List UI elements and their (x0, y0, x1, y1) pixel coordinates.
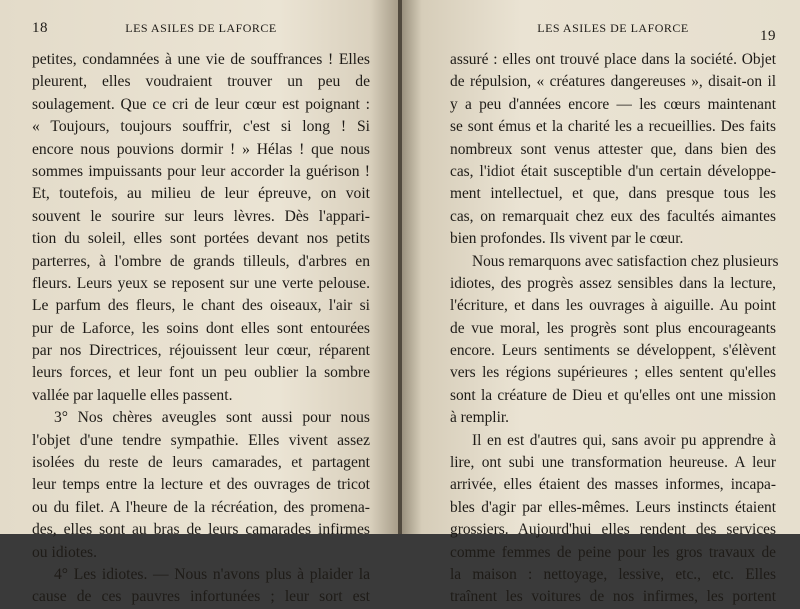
right-page (402, 0, 800, 606)
text-line: de vue moral, les progrès sont plus encourageants (450, 319, 776, 337)
left-page-number: 18 (32, 20, 48, 36)
text-line: petites, condamnées à une vie de souffrances ! Elles (32, 51, 370, 68)
text-line: cas, l'idiot était susceptible d'un certain développe- (450, 162, 776, 180)
text-line: Nous remarquons avec satisfaction chez plusieurs (472, 252, 779, 270)
text-line: l'objet d'une tendre sympathie. Elles vivent assez (32, 431, 370, 449)
text-line: soulagement. Que ce cri de leur cœur est poignant : (32, 95, 370, 113)
left-running-head: LES ASILES DE LAFORCE (125, 21, 277, 35)
text-line: vallée par laquelle elles passent. (32, 386, 233, 404)
text-line: Et, toutefois, au milieu de leur épreuve, on voit (32, 185, 370, 203)
text-line: encore. Leurs sentiments se développent, s'élèvent (450, 342, 776, 360)
text-line: ou idiotes. (32, 543, 97, 561)
text-line: 3° Nos chères aveugles sont aussi pour nous (54, 409, 370, 427)
left-page-body (32, 49, 370, 609)
text-line: se sont émus et la charité les a recueillies. Des faits (450, 118, 776, 136)
left-page-header (32, 20, 370, 38)
text-line: y a peu d'années encore — les cœurs maintenant (450, 95, 776, 113)
text-line: leur temps entre la lecture et des ouvrages de tricot (32, 476, 370, 494)
text-line: cas, on remarquait chez eux des facultés aimantes (450, 207, 776, 225)
text-line: Le parfum des fleurs, le chant des oiseaux, l'air si (32, 297, 370, 315)
text-line: arrivée, elles étaient des masses informes, incapa- (450, 476, 776, 494)
text-line: à remplir. (450, 409, 509, 427)
text-line: grossiers. Aujourd'hui elles rendent des services (450, 521, 776, 539)
text-line: comme femmes de peine pour les gros travaux de (450, 543, 776, 561)
text-line: fleurs. Leurs yeux se reposent sur une verte pelouse. (32, 274, 370, 292)
right-page-number: 19 (760, 28, 776, 44)
text-line: encore nous pouvions dormir ! » Hélas ! que nous (32, 140, 370, 158)
text-line: assuré : elles ont trouvé place dans la société. Objet (450, 51, 776, 68)
right-page-body (450, 49, 779, 609)
text-line: sommes impuissants pour leur accorder la guérison ! (32, 162, 370, 180)
right-running-head: LES ASILES DE LAFORCE (537, 21, 689, 35)
text-line: 4° Les idiotes. — Nous n'avons plus à plaider la (54, 565, 370, 583)
text-line: lire, ont subi une transformation heureuse. A leur (450, 454, 776, 472)
left-page (0, 0, 398, 606)
text-line: tion du soleil, elles sont portées devant nos petits (32, 230, 370, 248)
text-line: leurs forces, et leur font un peu oublier la sombre (32, 364, 370, 382)
text-line: parterres, à l'ombre de grands tilleuls, d'arbres en (32, 252, 370, 270)
text-line: des, elles sont au bras de leurs camarades infirmes (32, 521, 370, 539)
text-line: traînent les voitures de nos infirmes, les portent (450, 588, 776, 606)
text-line: la maison : nettoyage, lessive, etc., etc. Elles (450, 565, 776, 583)
text-line: pur de Laforce, les soins dont elles sont entourées (32, 319, 370, 337)
text-line: nombreux sont venus attester que, dans bien des (450, 140, 776, 158)
right-page-header (450, 20, 776, 44)
text-line: bien profondes. Ils vivent par le cœur. (450, 230, 684, 248)
text-line: ment intellectuel, et que, dans presque tous les (450, 185, 776, 203)
text-line: ou du filet. A l'heure de la récréation, des promena- (32, 498, 370, 516)
text-line: bles d'agir par elles-mêmes. Leurs instincts étaient (450, 498, 776, 516)
text-line: Il en est d'autres qui, sans avoir pu apprendre à (472, 431, 776, 449)
text-line: de répulsion, « créatures dangereuses », disait-on il (450, 73, 776, 91)
text-line: sont la créature de Dieu et qu'elles ont une mission (450, 386, 776, 404)
text-line: l'écriture, et dans les ouvrages à aiguille. Au point (450, 297, 776, 315)
text-line: par nos Directrices, réjouissent leur cœur, réparent (32, 342, 370, 360)
text-line: pleurent, elles voudraient trouver un peu de (32, 73, 370, 91)
text-line: vers les régions supérieures ; elles sentent qu'elles (450, 364, 776, 382)
text-line: idiotes, des progrès assez sensibles dans la lecture, (450, 274, 776, 292)
text-line: cause de ces pauvres infortunées ; leur sort est (32, 588, 370, 606)
text-line: « Toujours, toujours souffrir, c'est si long ! Si (32, 118, 370, 136)
text-line: isolées du reste de leurs camarades, et partagent (32, 454, 370, 472)
text-line: souvent le sourire sur leurs lèvres. Dès l'appari- (32, 207, 370, 225)
